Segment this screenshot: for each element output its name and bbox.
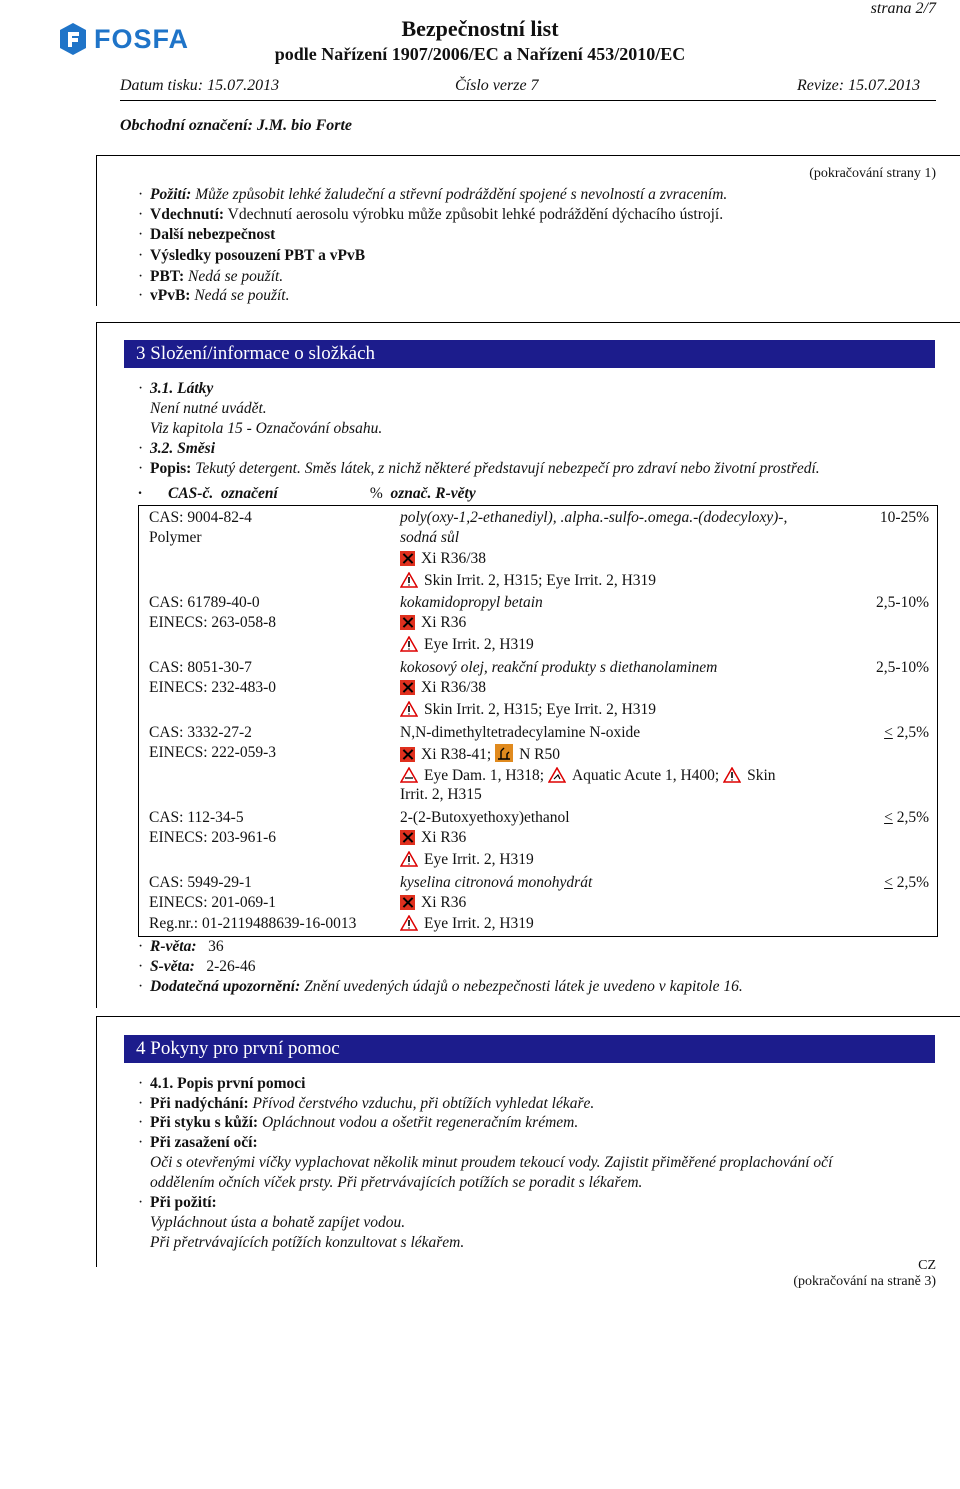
row3-name: kokosový olej, reakční produkty s diethanolaminem [400, 659, 718, 676]
pbt-line: · PBT: Nedá se použít. [138, 268, 284, 285]
row5-pct: < 2,5% [884, 809, 929, 826]
row2-class2: Eye Irrit. 2, H319 [400, 636, 534, 654]
row1-pct: 10-25% [879, 509, 929, 526]
row1-name: poly(oxy-1,2-ethanediyl), .alpha.-sulfo-.omega.-(dodecyloxy)-, [400, 509, 788, 526]
row4-cas: CAS: 3332-27-2 [149, 724, 252, 741]
row2-pct: 2,5-10% [876, 594, 929, 611]
ingestion-aid-text-2: Při přetrvávajících potížích konzultovat s lékařem. [150, 1234, 465, 1251]
row6-class2: Eye Irrit. 2, H319 [400, 915, 534, 933]
ingestion-aid-text-1: Vypláchnout ústa a bohatě zapíjet vodou. [150, 1214, 406, 1231]
table-header: · CAS-č. označení % označ. R-věty [138, 485, 476, 502]
row3-class2: Skin Irrit. 2, H315; Eye Irrit. 2, H319 [400, 701, 656, 719]
additional-notes-line: · Dodatečná upozornění: Znění uvedených údajů o nebezpečnosti látek je uvedeno v kapitole 16. [138, 978, 743, 995]
row3-id2: EINECS: 232-483-0 [149, 679, 277, 696]
other-hazards-line: · Další nebezpečnost [138, 226, 276, 243]
row4-pct: < 2,5% [884, 724, 929, 741]
substances-note-1: Není nutné uvádět. [150, 400, 267, 417]
row2-class1: Xi R36 [400, 614, 466, 632]
harmful-x-icon [400, 747, 415, 762]
continuation-top: (pokračování strany 1) [809, 166, 936, 181]
row6-class1: Xi R36 [400, 894, 466, 912]
exclamation-warning-icon [400, 572, 418, 588]
row4-id2: EINECS: 222-059-3 [149, 744, 277, 761]
row1-class2: Skin Irrit. 2, H315; Eye Irrit. 2, H319 [400, 572, 656, 590]
row6-cas: CAS: 5949-29-1 [149, 874, 252, 891]
row6-name: kyselina citronová monohydrát [400, 874, 593, 891]
row4-class1: Xi R38-41; N R50 [400, 744, 560, 764]
ingredients-table [138, 505, 938, 937]
document-subtitle: podle Nařízení 1907/2006/EC a Nařízení 453/2010/EC [274, 44, 686, 64]
row1-name2: sodná sůl [400, 529, 459, 546]
harmful-x-icon [400, 680, 415, 695]
s-phrase-line: · S-věta: 2-26-46 [138, 958, 256, 975]
continuation-bottom: (pokračování na straně 3) [793, 1274, 936, 1289]
header-divider [120, 100, 936, 101]
first-aid-heading: · 4.1. Popis první pomoci [138, 1075, 306, 1092]
row3-class1: Xi R36/38 [400, 679, 486, 697]
row5-class2: Eye Irrit. 2, H319 [400, 851, 534, 869]
description-line: · Popis: Tekutý detergent. Směs látek, z nichž některé představují nebezpečí pro zdraví nebo životní prostředí. [138, 460, 820, 477]
row2-name: kokamidopropyl betain [400, 594, 543, 611]
revision-date: Revize: 15.07.2013 [797, 77, 921, 94]
harmful-x-icon [400, 551, 415, 566]
document-title: Bezpečnostní list [401, 16, 559, 41]
trade-name: Obchodní označení: J.M. bio Forte [120, 117, 353, 134]
exclamation-warning-icon [400, 915, 418, 931]
row6-pct: < 2,5% [884, 874, 929, 891]
harmful-x-icon [400, 615, 415, 630]
exclamation-warning-icon [400, 636, 418, 652]
row4-class2: Eye Dam. 1, H318; Aquatic Acute 1, H400; Skin [400, 767, 776, 785]
vpvb-line: · vPvB: Nedá se použít. [138, 287, 290, 304]
page-number: strana 2/7 [870, 0, 936, 17]
exclamation-warning-icon [400, 701, 418, 717]
corrosion-icon [400, 767, 418, 783]
row1-class1: Xi R36/38 [400, 550, 486, 568]
row1-id2: Polymer [149, 529, 202, 546]
mixtures-heading: · 3.2. Směsi [138, 440, 216, 457]
inhalation-line: · Vdechnutí: Vdechnutí aerosolu výrobku může způsobit lehké podráždění dýchacího ústrojí. [138, 206, 724, 223]
row4-class3: Irrit. 2, H315 [400, 786, 482, 803]
eye-aid-heading: · Při zasažení očí: [138, 1134, 258, 1151]
row2-cas: CAS: 61789-40-0 [149, 594, 260, 611]
row1-cas: CAS: 9004-82-4 [149, 509, 252, 526]
harmful-x-icon [400, 830, 415, 845]
inhalation-aid-line: · Při nadýchání: Přívod čerstvého vzduchu, při obtížích vyhledat lékaře. [138, 1095, 595, 1112]
ingestion-aid-heading: · Při požití: [138, 1194, 217, 1211]
row5-name: 2-(2-Butoxyethoxy)ethanol [400, 809, 570, 826]
row5-class1: Xi R36 [400, 829, 466, 847]
row3-cas: CAS: 8051-30-7 [149, 659, 252, 676]
environment-hazard-icon [495, 744, 513, 762]
harmful-x-icon [400, 895, 415, 910]
exclamation-warning-icon [723, 767, 741, 783]
section-3-heading: 3 Složení/informace o složkách [124, 340, 935, 368]
print-date: Datum tisku: 15.07.2013 [120, 77, 280, 94]
language-code: CZ [918, 1258, 936, 1273]
ingestion-line: · Požití: Může způsobit lehké žaludeční a střevní podráždění spojené s nevolností a zvracením. [138, 186, 728, 203]
row3-pct: 2,5-10% [876, 659, 929, 676]
environment-icon [548, 767, 566, 783]
eye-aid-text-1: Oči s otevřenými víčky vyplachovat několik minut proudem tekoucí vody. Zajistit přiměřené proplachování očí [150, 1154, 833, 1171]
section-4-heading: 4 Pokyny pro první pomoc [124, 1035, 935, 1063]
logo-text: FOSFA [94, 23, 190, 54]
pbt-results-line: · Výsledky posouzení PBT a vPvB [138, 247, 366, 264]
r-phrase-line: · R-věta: 36 [138, 938, 224, 955]
substances-heading: · 3.1. Látky [138, 380, 214, 397]
substances-note-2: Viz kapitola 15 - Označování obsahu. [150, 420, 383, 437]
row6-id3: Reg.nr.: 01-2119488639-16-0013 [149, 915, 357, 932]
row5-id2: EINECS: 203-961-6 [149, 829, 277, 846]
eye-aid-text-2: oddělením očních víček prsty. Při přetrvávajících potížích se poradit s lékařem. [150, 1174, 643, 1191]
skin-aid-line: · Při styku s kůží: Opláchnout vodou a ošetřit regeneračním krémem. [138, 1114, 579, 1131]
row5-cas: CAS: 112-34-5 [149, 809, 244, 826]
exclamation-warning-icon [400, 851, 418, 867]
row2-id2: EINECS: 263-058-8 [149, 614, 277, 631]
version-number: Číslo verze 7 [455, 77, 539, 94]
row4-name: N,N-dimethyltetradecylamine N-oxide [400, 724, 641, 741]
row6-id2: EINECS: 201-069-1 [149, 894, 277, 911]
